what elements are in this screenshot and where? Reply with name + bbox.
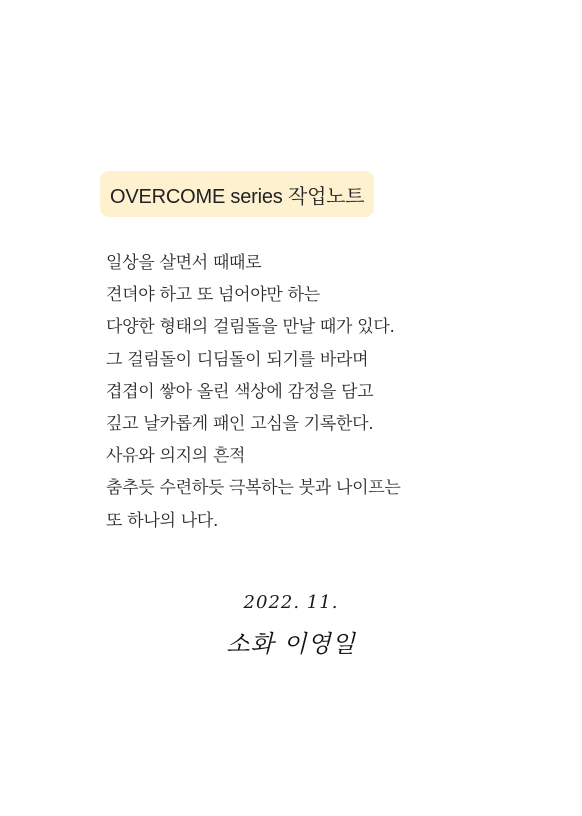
- title-badge: [100, 171, 374, 217]
- signature-date: 2022. 11.: [243, 592, 339, 613]
- page-title: OVERCOME series 작업노트: [110, 185, 365, 208]
- note-line-9: 또 하나의 나다.: [106, 510, 219, 531]
- note-body: [106, 247, 401, 537]
- note-line-4: 그 걸림돌이 디딤돌이 되기를 바라며: [106, 349, 369, 370]
- note-line-2: 견뎌야 하고 또 넘어야만 하는: [106, 285, 320, 306]
- note-line-6: 깊고 날카롭게 패인 고심을 기록한다.: [106, 413, 374, 434]
- note-line-1: 일상을 살면서 때때로: [106, 253, 262, 273]
- note-line-5: 겹겹이 쌓아 올린 색상에 감정을 담고: [106, 381, 374, 402]
- signature-name: 소화 이영일: [226, 630, 356, 658]
- note-line-7: 사유와 의지의 흔적: [106, 446, 246, 467]
- note-line-3: 다양한 형태의 걸림돌을 만날 때가 있다.: [106, 317, 395, 338]
- note-line-8: 춤추듯 수련하듯 극복하는 붓과 나이프는: [106, 478, 401, 499]
